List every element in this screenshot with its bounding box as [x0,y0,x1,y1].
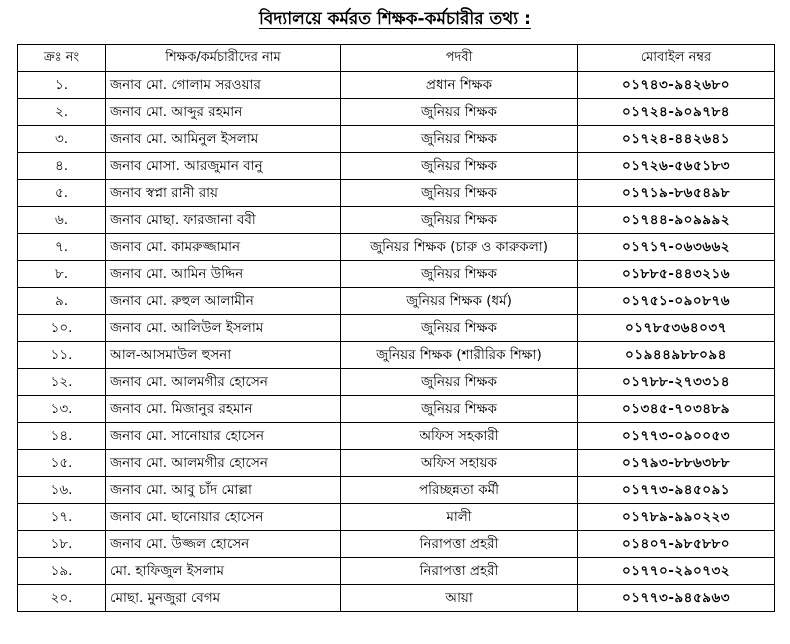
serial-cell: ৮. [18,261,106,288]
name-cell: জনাব মো. উজ্জল হোসেন [106,531,341,558]
mobile-cell: ০১৯৪৪৯৮৮০৯৪ [578,342,775,369]
designation-cell: জুনিয়র শিক্ষক [341,396,578,423]
table-row [18,585,775,612]
page-title-text: বিদ্যালয়ে কর্মরত শিক্ষক-কর্মচারীর তথ্য : [259,9,531,29]
serial-cell: ১১. [18,342,106,369]
serial-cell: ৫. [18,180,106,207]
designation-cell: অফিস সহায়ক [341,450,578,477]
name-cell: জনাব মো. রুহুল আলামীন [106,288,341,315]
name-cell: মো. হাফিজুল ইসলাম [106,558,341,585]
name-cell: জনাব মো. আমিন উদ্দিন [106,261,341,288]
serial-cell: ১৭. [18,504,106,531]
designation-cell: প্রধান শিক্ষক [341,72,578,99]
header-designation: পদবী [341,45,578,72]
name-cell: জনাব মো. আমিনুল ইসলাম [106,126,341,153]
designation-cell: জুনিয়র শিক্ষক [341,99,578,126]
header-name: শিক্ষক/কর্মচারীদের নাম [106,45,341,72]
name-cell: জনাব মো. আলিউল ইসলাম [106,315,341,342]
mobile-cell: ০১৭৪৪-৯০৯৯৯২ [578,207,775,234]
mobile-cell: ০১৭৭৩-৯৪৫৯৬৩ [578,585,775,612]
name-cell: আল-আসমাউল হুসনা [106,342,341,369]
designation-cell: জুনিয়র শিক্ষক (ধর্ম) [341,288,578,315]
serial-cell: ১৪. [18,423,106,450]
table-row [18,126,775,153]
name-cell: জনাব মোসা. আরজুমান বানু [106,153,341,180]
table-row [18,531,775,558]
table-row [18,180,775,207]
designation-cell: নিরাপত্তা প্রহরী [341,531,578,558]
table-row [18,261,775,288]
name-cell: জনাব মো. আলমগীর হোসেন [106,369,341,396]
table-row [18,72,775,99]
designation-cell: আয়া [341,585,578,612]
mobile-cell: ০১৭৫১-০৯০৮৭৬ [578,288,775,315]
mobile-cell: ০১৭২৪-৪৪২৬৪১ [578,126,775,153]
mobile-cell: ০১৪০৭-৯৮৫৮৮০ [578,531,775,558]
table-row [18,153,775,180]
mobile-cell: ০১৭৯৩-৮৮৬৩৮৮ [578,450,775,477]
serial-cell: ১৫. [18,450,106,477]
serial-cell: ৭. [18,234,106,261]
name-cell: জনাব মো. কামরুজ্জামান [106,234,341,261]
table-row [18,234,775,261]
table-row [18,207,775,234]
designation-cell: পরিচ্ছন্নতা কর্মী [341,477,578,504]
designation-cell: অফিস সহকারী [341,423,578,450]
table-row [18,369,775,396]
name-cell: জনাব স্বপ্না রানী রায় [106,180,341,207]
serial-cell: ২০. [18,585,106,612]
mobile-cell: ০১৭২৬-৫৬৫১৮৩ [578,153,775,180]
mobile-cell: ০১৩৪৫-৭০৩৪৮৯ [578,396,775,423]
name-cell: মোছা. মুনজুরা বেগম [106,585,341,612]
serial-cell: ১৬. [18,477,106,504]
serial-cell: ৬. [18,207,106,234]
serial-cell: ১৯. [18,558,106,585]
serial-cell: ১. [18,72,106,99]
mobile-cell: ০১৭৮৯-৯৯০২২৩ [578,504,775,531]
name-cell: জনাব মো. সানোয়ার হোসেন [106,423,341,450]
table-row [18,315,775,342]
name-cell: জনাব মো. আলমগীর হোসেন [106,450,341,477]
name-cell: জনাব মো. গোলাম সরওয়ার [106,72,341,99]
mobile-cell: ০১৭৭৩-০৯০০৫৩ [578,423,775,450]
designation-cell: জুনিয়র শিক্ষক [341,315,578,342]
name-cell: জনাব মো. মিজানুর রহমান [106,396,341,423]
name-cell: জনাব মো. আব্দুর রহমান [106,99,341,126]
designation-cell: জুনিয়র শিক্ষক [341,126,578,153]
serial-cell: ৯. [18,288,106,315]
page-title [0,6,790,32]
table-row [18,423,775,450]
table-row [18,288,775,315]
name-cell: জনাব মো. আবু চাঁদ মোল্লা [106,477,341,504]
serial-cell: ৪. [18,153,106,180]
table-row [18,504,775,531]
designation-cell: জুনিয়র শিক্ষক (শারীরিক শিক্ষা) [341,342,578,369]
designation-cell: জুনিয়র শিক্ষক [341,207,578,234]
mobile-cell: ০১৭৭০-২৯০৭৩২ [578,558,775,585]
serial-cell: ২. [18,99,106,126]
serial-cell: ১৩. [18,396,106,423]
mobile-cell: ০১৭৭৩-৯৪৫০৯১ [578,477,775,504]
header-serial: ক্রঃ নং [18,45,106,72]
table-row [18,342,775,369]
designation-cell: মালী [341,504,578,531]
name-cell: জনাব মো. ছানোয়ার হোসেন [106,504,341,531]
name-cell: জনাব মোছা. ফারজানা ববী [106,207,341,234]
designation-cell: জুনিয়র শিক্ষক [341,153,578,180]
serial-cell: ১৮. [18,531,106,558]
mobile-cell: ০১৭৮৫৩৬৪০৩৭ [578,315,775,342]
mobile-cell: ০১৭১৭-০৬৩৬৬২ [578,234,775,261]
header-mobile: মোবাইল নম্বর [578,45,775,72]
designation-cell: জুনিয়র শিক্ষক [341,261,578,288]
table-row [18,477,775,504]
serial-cell: ১২. [18,369,106,396]
mobile-cell: ০১৭১৯-৮৬৫৪৯৮ [578,180,775,207]
designation-cell: জুনিয়র শিক্ষক (চারু ও কারুকলা) [341,234,578,261]
mobile-cell: ০১৭৮৮-২৭৩৩১৪ [578,369,775,396]
table-row [18,99,775,126]
table-row [18,450,775,477]
staff-table [17,44,775,612]
table-row [18,558,775,585]
mobile-cell: ০১৭২৪-৯০৯৭৮৪ [578,99,775,126]
serial-cell: ৩. [18,126,106,153]
designation-cell: জুনিয়র শিক্ষক [341,369,578,396]
designation-cell: নিরাপত্তা প্রহরী [341,558,578,585]
serial-cell: ১০. [18,315,106,342]
mobile-cell: ০১৮৮৫-৪৪৩২১৬ [578,261,775,288]
designation-cell: জুনিয়র শিক্ষক [341,180,578,207]
table-header-row [18,45,775,72]
mobile-cell: ০১৭৪৩-৯৪২৬৮০ [578,72,775,99]
table-row [18,396,775,423]
